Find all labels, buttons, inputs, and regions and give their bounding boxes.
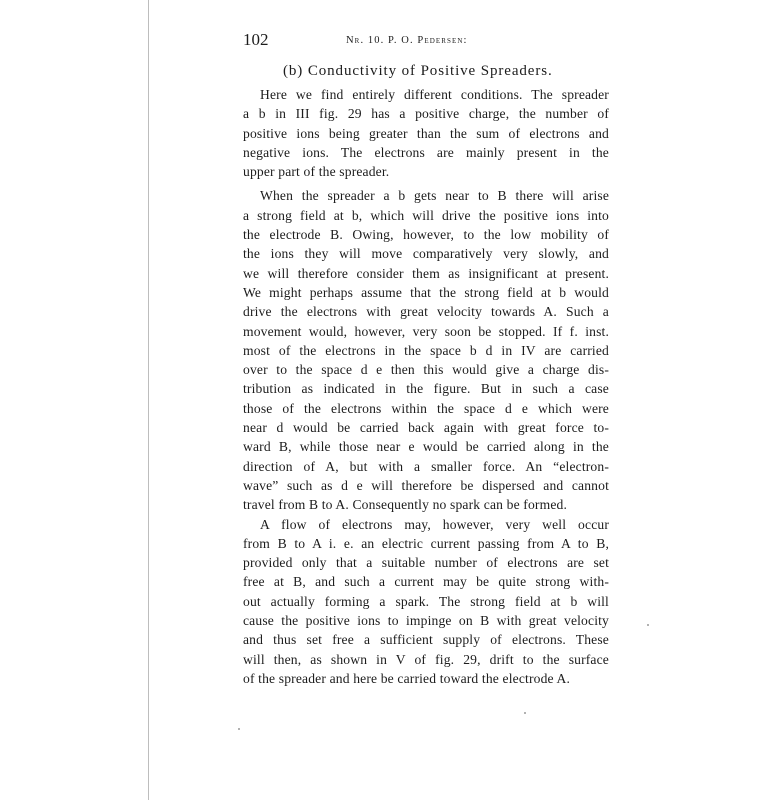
text-line: and thus set free a sufficient supply of electrons. These xyxy=(243,632,609,648)
text-line: ward B, while those near e would be carried along in the xyxy=(243,439,609,455)
text-line: tribution as indicated in the figure. But in such a case xyxy=(243,381,609,397)
running-head: Nr. 10. P. O. Pedersen: xyxy=(346,35,468,46)
text-line: negative ions. The electrons are mainly present in the xyxy=(243,144,609,160)
text-line: of the spreader and here be carried toward the electrode A. xyxy=(243,670,571,686)
section-heading: (b) Conductivity of Positive Spreaders. xyxy=(283,63,553,79)
text-line: the electrode B. Owing, however, to the low mobility of xyxy=(243,227,609,243)
text-line: from B to A i. e. an electric current passing from A to B, xyxy=(243,535,609,551)
paragraph-3 xyxy=(243,515,609,689)
body-text xyxy=(243,85,609,688)
text-line: drive the electrons with great velocity towards A. Such a xyxy=(243,304,609,320)
text-line: movement would, however, very soon be stopped. If f. inst. xyxy=(243,323,609,339)
scan-edge-line xyxy=(148,0,149,800)
scan-speck xyxy=(647,624,649,626)
text-line: cause the positive ions to impinge on B with great velocity xyxy=(243,613,609,629)
text-line: will then, as shown in V of fig. 29, drift to the surface xyxy=(243,651,609,667)
text-line: When the spreader a b gets near to B there will arise xyxy=(260,188,609,204)
text-line: the ions they will move comparatively very slowly, and xyxy=(243,246,609,262)
text-line: most of the electrons in the space b d in IV are carried xyxy=(243,342,609,358)
text-line: provided only that a suitable number of electrons are set xyxy=(243,555,609,571)
text-line: travel from B to A. Consequently no spark can be formed. xyxy=(243,497,568,513)
text-line: we will therefore consider them as insignificant at present. xyxy=(243,265,609,281)
scan-speck xyxy=(524,712,526,714)
text-line: out actually forming a spark. The strong field at b will xyxy=(243,593,609,609)
text-line: over to the space d e then this would give a charge dis- xyxy=(243,362,609,378)
text-line: a strong field at b, which will drive the positive ions into xyxy=(243,207,609,223)
text-line: upper part of the spreader. xyxy=(243,164,390,180)
paragraph-2 xyxy=(243,186,609,514)
text-line: A flow of electrons may, however, very well occur xyxy=(260,516,609,532)
text-line: near d would be carried back again with great force to- xyxy=(243,420,609,436)
paragraph-1 xyxy=(243,85,609,181)
text-line: a b in III fig. 29 has a positive charge, the number of xyxy=(243,106,609,122)
scan-speck xyxy=(238,728,240,730)
text-line: wave” such as d e will therefore be dispersed and cannot xyxy=(243,477,609,493)
text-line: We might perhaps assume that the strong field at b would xyxy=(243,284,609,300)
text-line: direction of A, but with a smaller force. An “electron- xyxy=(243,458,609,474)
text-line: Here we find entirely different conditions. The spreader xyxy=(260,87,609,102)
text-line: positive ions being greater than the sum of electrons and xyxy=(243,125,609,141)
text-line: free at B, and such a current may be quite strong with- xyxy=(243,574,609,590)
text-line: those of the electrons within the space d e which were xyxy=(243,400,609,416)
page-number: 102 xyxy=(243,30,269,49)
